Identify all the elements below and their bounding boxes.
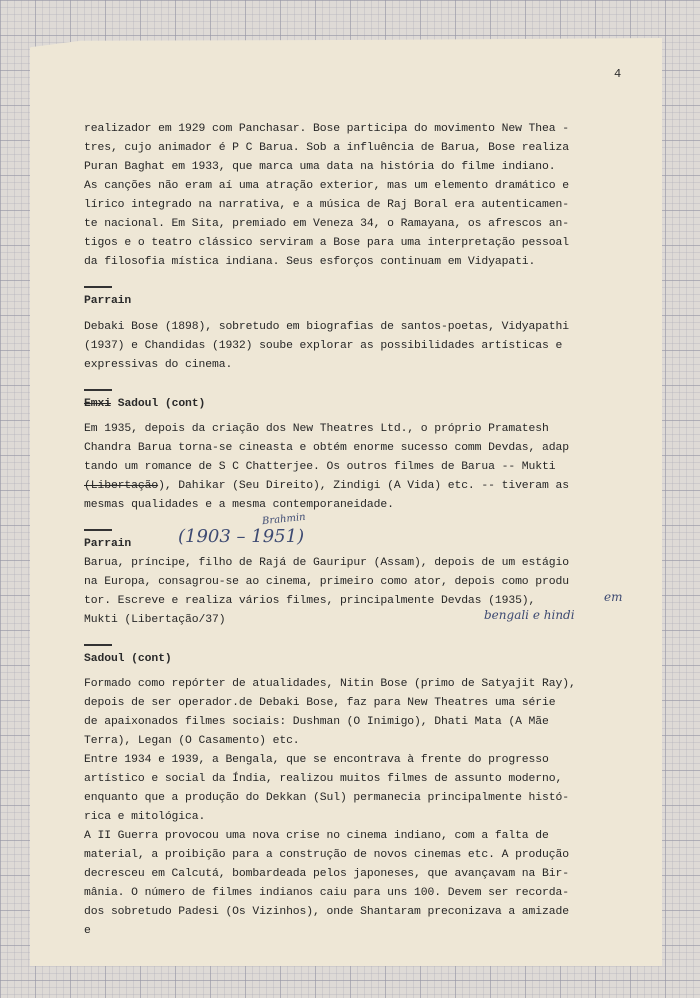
- text-line: expressivas do cinema.: [84, 359, 233, 371]
- struck-text: Emxi: [84, 398, 111, 410]
- line-text: ), Dahikar (Seu Direito), Zindigi (A Vida) etc. -- tiveram as: [158, 480, 569, 492]
- typed-text: [84, 120, 644, 941]
- text-line: tor. Escreve e realiza vários filmes, principalmente Devdas (1935),: [84, 595, 536, 607]
- text-line: mesmas qualidades e a mesma contemporaneidade.: [84, 499, 394, 511]
- section-heading-parrain: Parrain: [84, 295, 132, 307]
- text-line: dos sobretudo Padesi (Os Vizinhos), onde Shantaram preconizava a amizade: [84, 906, 569, 918]
- text-line: Entre 1934 e 1939, a Bengala, que se encontrava à frente do progresso: [84, 754, 549, 766]
- text-line: na Europa, consagrou-se ao cinema, primeiro como ator, depois como produ: [84, 576, 569, 588]
- text-line: realizador em 1929 com Panchasar. Bose participa do movimento New Thea -: [84, 123, 569, 135]
- text-line: lírico integrado na narrativa, e a música de Raj Boral era autenticamen-: [84, 199, 569, 211]
- text-line: [84, 477, 644, 496]
- paragraph-5: [84, 675, 644, 941]
- section-heading-parrain: Parrain: [84, 538, 132, 550]
- text-line: depois de ser operador.de Debaki Bose, faz para New Theatres uma série: [84, 697, 556, 709]
- text-line: Barua, príncipe, filho de Rajá de Gauripur (Assam), depois de um estágio: [84, 557, 569, 569]
- section-rule: [84, 286, 112, 288]
- heading-text: Sadoul (cont): [117, 398, 206, 410]
- section-heading-sadoul: [84, 395, 644, 414]
- section-rule: [84, 389, 112, 391]
- text-line: de apaixonados filmes sociais: Dushman (O Inimigo), Dhati Mata (A Mãe: [84, 716, 549, 728]
- struck-text: (Libertação: [84, 480, 159, 492]
- text-line: tando um romance de S C Chatterjee. Os outros filmes de Barua -- Mukti: [84, 461, 556, 473]
- text-line: e: [84, 925, 91, 937]
- text-line: Em 1935, depois da criação dos New Theatres Ltd., o próprio Pramatesh: [84, 423, 549, 435]
- text-line: Puran Baghat em 1933, que marca uma data na história do filme indiano.: [84, 161, 556, 173]
- text-line: material, a proibição para a construção de novos cinemas etc. A produção: [84, 849, 569, 861]
- text-line: tres, cujo animador é P C Barua. Sob a influência de Barua, Bose realiza: [84, 142, 569, 154]
- text-line: mânia. O número de filmes indianos caiu para uns 100. Devem ser recorda-: [84, 887, 569, 899]
- paragraph-1: [84, 120, 644, 272]
- handwritten-brahmin: Brahmin: [261, 511, 307, 528]
- text-line: (1937) e Chandidas (1932) soube explorar as possibilidades artísticas e: [84, 340, 563, 352]
- section-rule: [84, 529, 112, 531]
- text-line: Mukti (Libertação/37): [84, 614, 226, 626]
- text-line: decresceu em Calcutá, bombardeada pelos japoneses, que avançavam na Bir-: [84, 868, 569, 880]
- text-line: Debaki Bose (1898), sobretudo em biografias de santos-poetas, Vidyapathi: [84, 321, 569, 333]
- text-line: Formado como repórter de atualidades, Nitin Bose (primo de Satyajit Ray),: [84, 678, 576, 690]
- text-line: Chandra Barua torna-se cineasta e obtém enorme sucesso comm Devdas, adap: [84, 442, 569, 454]
- text-line: A II Guerra provocou uma nova crise no cinema indiano, com a falta de: [84, 830, 549, 842]
- paragraph-2: [84, 318, 644, 375]
- paragraph-3: [84, 420, 644, 515]
- handwritten-em: em: [604, 590, 623, 604]
- section-rule: [84, 644, 112, 646]
- section-heading-sadoul: Sadoul (cont): [84, 653, 172, 665]
- handwritten-years: (1903 – 1951): [178, 526, 305, 547]
- text-line: da filosofia mística indiana. Seus esforços continuam em Vidyapati.: [84, 256, 536, 268]
- text-line: Terra), Legan (O Casamento) etc.: [84, 735, 300, 747]
- text-line: enquanto que a produção do Dekkan (Sul) permanecia principalmente histó-: [84, 792, 569, 804]
- text-line: tigos e o teatro clássico serviram a Bose para uma interpretação pessoal: [84, 237, 569, 249]
- handwritten-bengali-hindi: bengali e hindi: [484, 608, 575, 622]
- text-line: As canções não eram aí uma atração exterior, mas um elemento dramático e: [84, 180, 569, 192]
- text-line: artístico e social da Índia, realizou muitos filmes de assunto moderno,: [84, 773, 563, 785]
- page-number: 4: [614, 67, 622, 81]
- text-line: rica e mitológica.: [84, 811, 206, 823]
- text-line: te nacional. Em Sita, premiado em Veneza 34, o Ramayana, os afrescos an-: [84, 218, 569, 230]
